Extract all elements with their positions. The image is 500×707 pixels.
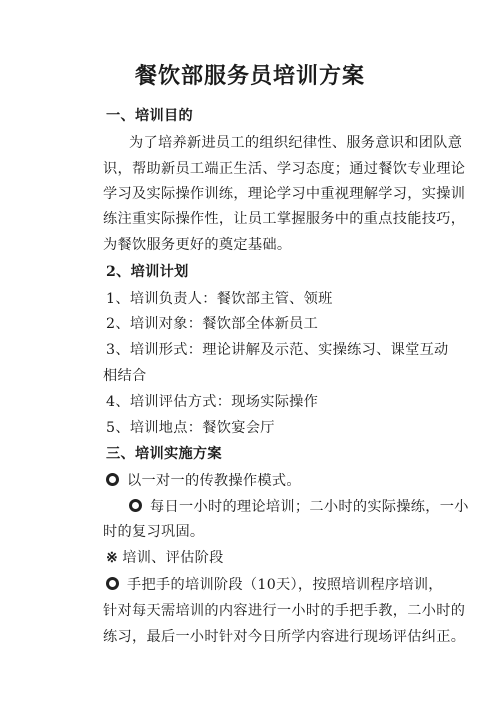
sec1-line-5: 为餐饮服务更好的奠定基础。: [103, 237, 292, 253]
sec3-bullet-1-text: 以一对一的传教操作模式。: [127, 473, 301, 489]
sec1-line-4: 练注重实际操作性，让员工掌握服务中的重点技能技巧，: [103, 211, 466, 227]
reference-mark-icon: ※: [106, 550, 119, 566]
sec3-bullet-2-text: 每日一小时的理论培训；二小时的实际操练，一小: [150, 499, 469, 515]
sec3-bullet-4-cont-2: 练习，最后一小时针对今日所学内容进行现场评估纠正。: [103, 629, 466, 645]
sec1-line-2: 识，帮助新员工端正生活、学习态度；通过餐饮专业理论: [103, 161, 466, 177]
circle-bullet-icon: [106, 577, 119, 590]
sec2-item-3: 3、培训形式：理论讲解及示范、实操练习、课堂互动: [106, 342, 449, 358]
sec1-line-3: 学习及实际操作训练，理论学习中重视理解学习，实操训: [103, 186, 466, 202]
sec1-line-1: 为了培养新进员工的组织纪律性、服务意识和团队意: [129, 135, 463, 151]
sec3-bullet-2: [129, 497, 469, 517]
sec3-bullet-4-text: 手把手的培训阶段（10天），按照培训程序培训，: [127, 577, 443, 593]
section2-heading: 2、培训计划: [106, 264, 189, 280]
sec2-item-2: 2、培训对象：餐饮部全体新员工: [106, 316, 319, 332]
sec2-item-5: 5、培训地点：餐饮宴会厅: [106, 420, 275, 436]
sec3-item-3-text: 培训、评估阶段: [122, 550, 224, 566]
doc-title: 餐饮部服务员培训方案: [134, 63, 365, 89]
sec2-item-4: 4、培训评估方式：现场实际操作: [106, 394, 319, 410]
sec2-item-1: 1、培训负责人：餐饮部主管、领班: [106, 291, 333, 307]
sec2-item-3-cont: 相结合: [103, 368, 147, 384]
section3-heading: 三、培训实施方案: [106, 446, 222, 462]
section1-heading: 一、培训目的: [106, 108, 193, 124]
sec3-bullet-4: [106, 575, 443, 595]
circle-bullet-icon: [106, 473, 119, 486]
sec3-bullet-1: [106, 471, 440, 491]
sec3-item-3: [106, 548, 440, 568]
sec3-bullet-2-cont: 时的复习巩固。: [103, 524, 205, 540]
sec3-bullet-4-cont-1: 针对每天需培训的内容进行一小时的手把手教，二小时的: [103, 603, 466, 619]
circle-bullet-icon: [129, 499, 142, 512]
